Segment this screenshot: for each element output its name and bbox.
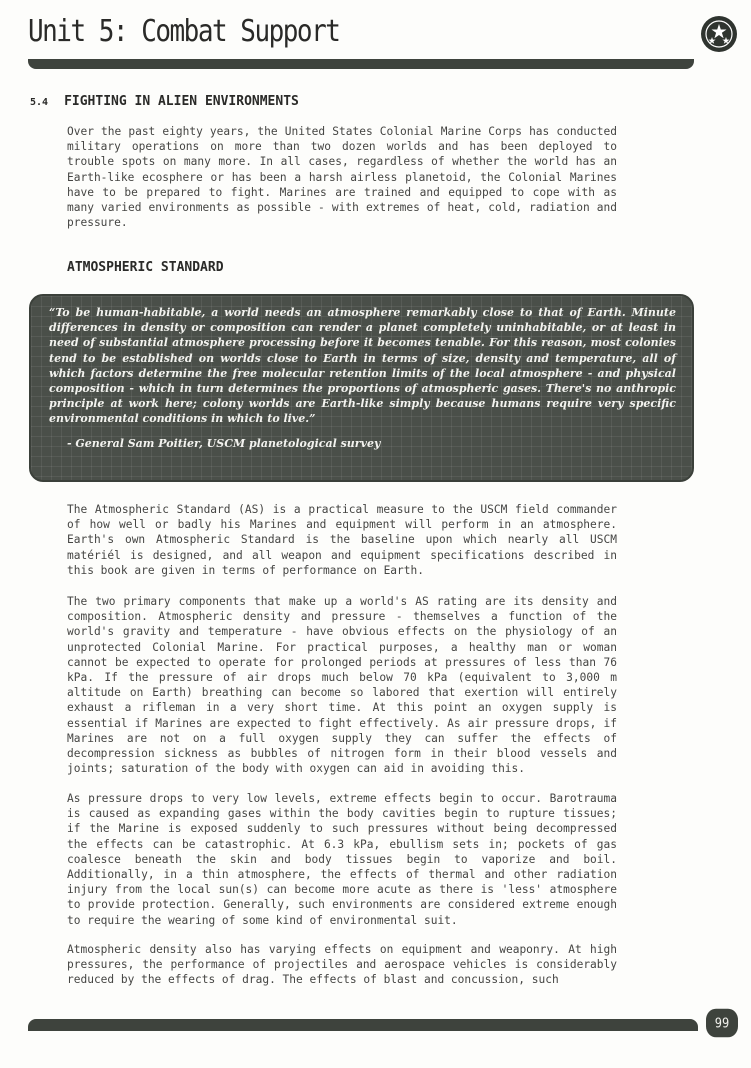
unit-title: Unit 5: Combat Support [28,14,340,50]
footer-divider-bar [28,1019,698,1031]
section-heading [30,94,299,109]
header-divider-bar [28,59,694,69]
section-title: FIGHTING IN ALIEN ENVIRONMENTS [64,94,299,109]
body-paragraph-2: The two primary components that make up a world's AS rating are its density and composition. Atmospheric density and pressure - themselves a function of the world's gravity and temperature - have obvious effects on the physiology of an unprotected Colonial Marine. For practical purposes, a healthy man or woman cannot be expected to operate for prolonged periods at pressures of less than 76 kPa. If the pressure of air drops much below 70 kPa (equivalent to 3,000 m altitude on Earth) breathing can become so labored that exertion will entirely exhaust a rifleman in a very short time. At this point an oxygen supply is essential if Marines are expected to fight effectively. As air pressure drops, if Marines are not on a full oxygen supply they can suffer the effects of decompression sickness as bubbles of nitrogen form in their blood vessels and joints; saturation of the body with oxygen can aid in avoiding this. [67,595,617,776]
section-number: 5.4 [30,97,49,108]
quote-text: “To be human-habitable, a world needs an atmosphere remarkably close to that of Earth. Minute differences in density or composition can render a planet completely uninhabitable, or at least in need of substantial atmosphere processing before it becomes tenable. For this reason, most colonies tend to be established on worlds close to Earth in terms of size, density and temperature, all of which factors determine the free molecular retention limits of the local atmosphere - and physical composition - which in turn determines the proportions of atmospheric gases. There's no anthropic principle at work here; colony worlds are Earth-like simply because humans require very specific environmental conditions in which to live.” [49,306,676,426]
intro-paragraph: Over the past eighty years, the United States Colonial Marine Corps has conducted military operations on more than two dozen worlds and has been deployed to trouble spots on many more. In all cases, regardless of whether the world has an Earth-like ecosphere or has been a harsh airless planetoid, the Colonial Marines have to be prepared to fight. Marines are trained and equipped to cope with as many varied environments as possible - with extremes of heat, cold, radiation and pressure. [67,125,617,230]
page-number: 99 [706,1009,738,1038]
subsection-title: ATMOSPHERIC STANDARD [67,260,224,275]
usmc-star-emblem-icon [701,16,737,52]
quote-attribution: - General Sam Poitier, USCM planetological survey [67,436,381,450]
body-paragraph-4: Atmospheric density also has varying effects on equipment and weaponry. At high pressures, the performance of projectiles and aerospace vehicles is considerably reduced by the effects of drag. The effects of blast and concussion, such [67,943,617,987]
body-paragraph-1: The Atmospheric Standard (AS) is a practical measure to the USCM field commander of how well or badly his Marines and equipment will perform in an atmosphere. Earth's own Atmospheric Standard is the baseline upon which nearly all USCM matériél is designed, and all weapon and equipment specifications described in this book are given in terms of performance on Earth. [67,503,617,577]
body-paragraph-3: As pressure drops to very low levels, extreme effects begin to occur. Barotrauma is caused as expanding gases within the body cavities begin to rupture tissues; if the Marine is exposed suddenly to such pressures without being decompressed the effects can be catastrophic. At 6.3 kPa, ebullism sets in; pockets of gas coalesce beneath the skin and body tissues begin to vaporize and boil. Additionally, in a thin atmosphere, the effects of thermal and other radiation injury from the local sun(s) can become more acute as there is 'less' atmosphere to provide protection. Generally, such environments are considered extreme enough to require the wearing of some kind of environmental suit. [67,792,617,927]
quote-box [29,294,694,482]
